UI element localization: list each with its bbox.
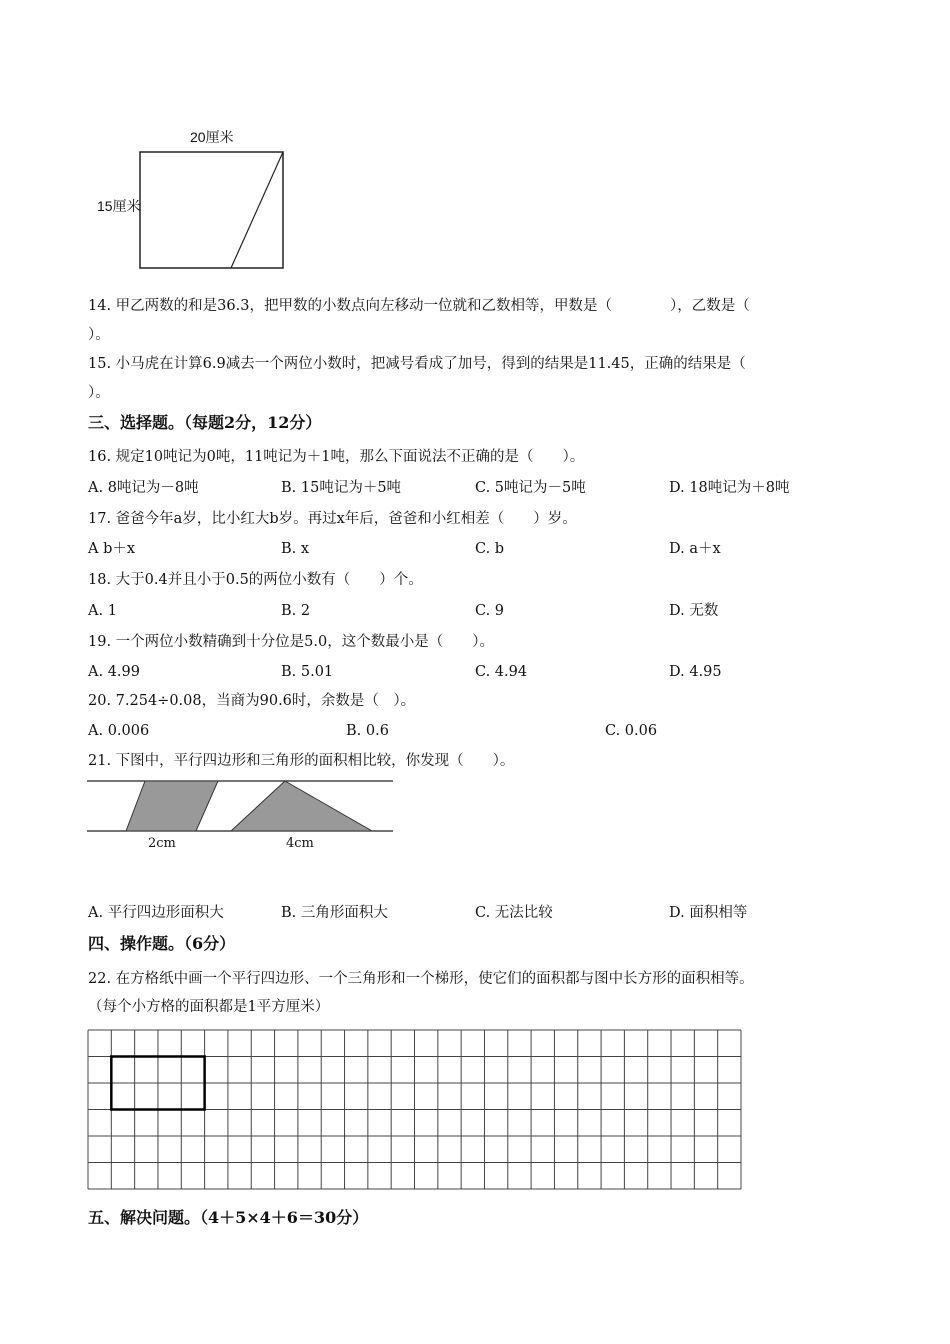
q17-option-b: B. x — [281, 541, 310, 557]
q18-option-a: A. 1 — [88, 603, 117, 619]
q19-stem: 19. 一个两位小数精确到十分位是5.0，这个数最小是（ ）。 — [88, 634, 494, 650]
rectangle-figure — [140, 152, 283, 268]
q21-option-b: B. 三角形面积大 — [281, 905, 388, 921]
q16-stem: 16. 规定10吨记为0吨，11吨记为＋1吨，那么下面说法不正确的是（ ）。 — [88, 449, 585, 465]
q21-option-c: C. 无法比较 — [475, 905, 553, 921]
q14-line1: 14. 甲乙两数的和是36.3，把甲数的小数点向左移动一位就和乙数相等，甲数是（ ），乙数是（ — [88, 298, 750, 314]
q18-option-d: D. 无数 — [669, 603, 719, 619]
square-grid — [88, 1030, 741, 1189]
q19-option-c: C. 4.94 — [475, 664, 528, 680]
parallelogram-base-label: 2cm — [148, 836, 176, 851]
q17-stem: 17. 爸爸今年a岁，比小红大b岁。再过x年后，爸爸和小红相差（ ）岁。 — [88, 511, 577, 527]
q15-line1: 15. 小马虎在计算6.9减去一个两位小数时，把减号看成了加号，得到的结果是11.45，正确的结果是（ — [88, 356, 746, 372]
q15-line2: ）。 — [88, 385, 110, 401]
q18-option-b: B. 2 — [281, 603, 311, 619]
q20-stem: 20. 7.254÷0.08，当商为90.6时，余数是（ ）。 — [88, 693, 416, 709]
q14-line2: ）。 — [88, 327, 110, 343]
q21-option-a: A. 平行四边形面积大 — [88, 905, 224, 921]
height-label: 15厘米 — [97, 198, 141, 214]
q17-option-a: A b＋x — [88, 541, 136, 557]
q21-stem: 21. 下图中，平行四边形和三角形的面积相比较，你发现（ ）。 — [88, 753, 515, 769]
section5-heading: 五、解决问题。（4＋5×4＋6＝30分） — [88, 1208, 369, 1227]
width-label: 20厘米 — [190, 129, 234, 145]
rectangle-divider-line — [231, 152, 283, 268]
section4-heading: 四、操作题。（6分） — [88, 934, 236, 953]
q21-option-d: D. 面积相等 — [669, 905, 748, 921]
q18-option-c: C. 9 — [475, 603, 505, 619]
q22-line1: 22. 在方格纸中画一个平行四边形、一个三角形和一个梯形，使它们的面积都与图中长方形的面积相等。 — [88, 971, 754, 987]
q17-option-d: D. a＋x — [669, 541, 721, 557]
q16-option-a: A. 8吨记为－8吨 — [88, 480, 199, 496]
q16-option-c: C. 5吨记为－5吨 — [475, 480, 586, 496]
q19-option-a: A. 4.99 — [88, 664, 140, 680]
q19-option-d: D. 4.95 — [669, 664, 722, 680]
q20-option-c: C. 0.06 — [605, 723, 658, 739]
q22-line2: （每个小方格的面积都是1平方厘米） — [88, 999, 330, 1015]
q17-option-c: C. b — [475, 541, 505, 557]
q18-stem: 18. 大于0.4并且小于0.5的两位小数有（ ）个。 — [88, 572, 423, 588]
triangle-shape — [231, 781, 372, 831]
q20-option-a: A. 0.006 — [88, 723, 150, 739]
q20-option-b: B. 0.6 — [346, 723, 389, 739]
q19-option-b: B. 5.01 — [281, 664, 334, 680]
parallelogram-shape — [126, 781, 218, 831]
triangle-base-label: 4cm — [286, 836, 314, 851]
section3-heading: 三、选择题。（每题2分，12分） — [88, 413, 322, 432]
q16-option-d: D. 18吨记为＋8吨 — [669, 480, 790, 496]
q16-option-b: B. 15吨记为＋5吨 — [281, 480, 402, 496]
